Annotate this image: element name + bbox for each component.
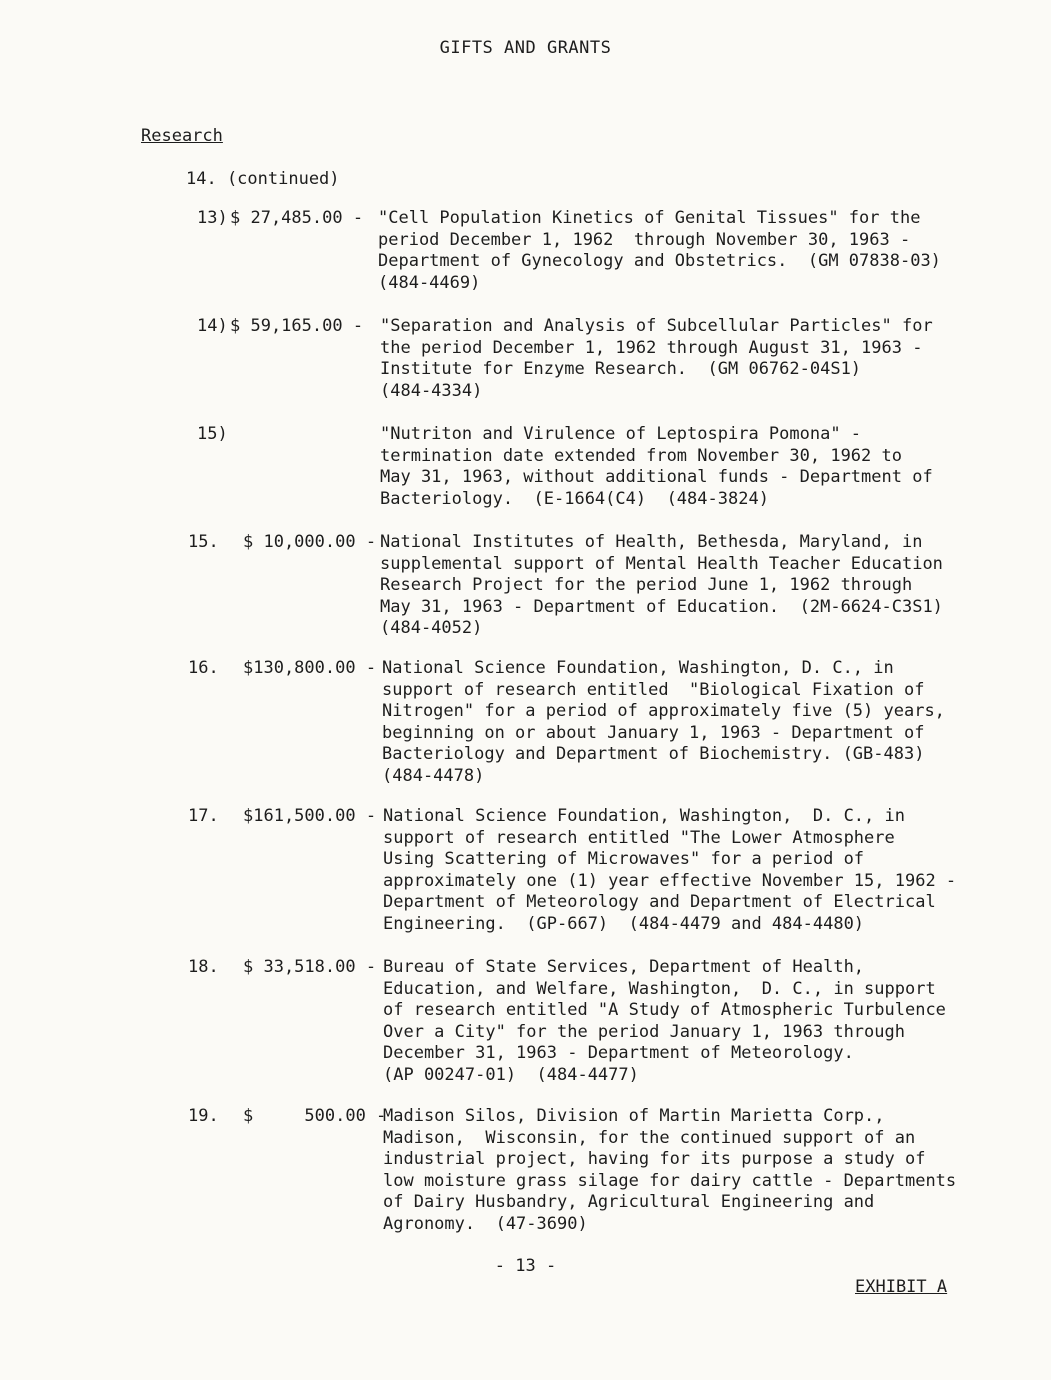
entry-description xyxy=(382,658,945,787)
entry-line: May 31, 1963, without additional funds - Department of xyxy=(380,467,933,487)
entry-line: the period December 1, 1962 through August 31, 1963 - xyxy=(380,337,923,358)
entry-line: Department of Meteorology and Department of Electrical xyxy=(383,892,936,912)
entry-line: Bacteriology and Department of Biochemistry. (GB-483) xyxy=(382,744,925,764)
entry-line: support of research entitled "The Lower Atmosphere xyxy=(383,827,895,848)
entry-description xyxy=(380,424,933,510)
exhibit-label: EXHIBIT A xyxy=(855,1277,948,1297)
entry-line: "Separation and Analysis of Subcellular Particles" for xyxy=(380,316,933,336)
entry-line: National Science Foundation, Washington, D. C., in xyxy=(382,658,894,678)
entry-description xyxy=(383,957,946,1086)
entry-description xyxy=(378,208,941,294)
page-number: - 13 - xyxy=(494,1256,557,1276)
entry-line: Over a City" for the period January 1, 1963 through xyxy=(383,1021,905,1042)
entry-line: Institute for Enzyme Research. (GM 06762-04S1) xyxy=(380,359,862,379)
entry-number: 17. xyxy=(188,806,219,826)
entry-line: "Nutriton and Virulence of Leptospira Pomona" - xyxy=(380,424,862,444)
entry-line: period December 1, 1962 through November 30, 1963 - xyxy=(378,229,911,250)
entry-description xyxy=(380,316,933,402)
entry-description xyxy=(380,532,943,640)
entry-line: December 31, 1963 - Department of Meteorology. xyxy=(383,1043,854,1063)
entry-amount: $ 33,518.00 - xyxy=(243,957,377,977)
entry-line: Engineering. (GP-667) (484-4479 and 484-4480) xyxy=(383,913,865,934)
entry-number: 19. xyxy=(188,1106,219,1126)
entry-line: supplemental support of Mental Health Teacher Education xyxy=(380,553,943,574)
entry-amount: $ 59,165.00 - xyxy=(230,316,364,336)
entry-line: beginning on or about January 1, 1963 - Department of xyxy=(382,722,925,743)
entry-amount: $161,500.00 - xyxy=(243,806,377,826)
entry-description xyxy=(383,806,956,935)
entry-amount: $ 500.00 - xyxy=(243,1106,387,1126)
entry-number: 13) xyxy=(197,208,228,228)
entry-line: Nitrogen" for a period of approximately five (5) years, xyxy=(382,701,945,721)
entry-number: 14) xyxy=(197,316,228,336)
entry-line: Madison, Wisconsin, for the continued support of an xyxy=(383,1127,916,1148)
entry-line: of research entitled "A Study of Atmospheric Turbulence xyxy=(383,1000,946,1020)
entry-line: Bacteriology. (E-1664(C4) (484-3824) xyxy=(380,488,769,509)
entry-line: May 31, 1963 - Department of Education. (2M-6624-C3S1) xyxy=(380,596,943,617)
entry-line: (484-4334) xyxy=(380,380,483,401)
entry-line: (484-4478) xyxy=(382,765,485,786)
entry-line: industrial project, having for its purpose a study of xyxy=(383,1149,926,1169)
entry-line: National Science Foundation, Washington, D. C., in xyxy=(383,806,905,826)
entry-line: Department of Gynecology and Obstetrics. (GM 07838-03) xyxy=(378,251,941,271)
entry-line: (AP 00247-01) (484-4477) xyxy=(383,1064,639,1085)
entry-description xyxy=(383,1106,956,1235)
entry-line: (484-4469) xyxy=(378,272,481,293)
entry-line: of Dairy Husbandry, Agricultural Engineering and xyxy=(383,1192,875,1212)
entry-amount: $ 27,485.00 - xyxy=(230,208,364,228)
entry-line: National Institutes of Health, Bethesda, Maryland, in xyxy=(380,532,923,552)
continued-label: 14. (continued) xyxy=(186,169,340,189)
entry-number: 15) xyxy=(197,424,228,444)
entry-line: low moisture grass silage for dairy cattle - Departments xyxy=(383,1170,957,1191)
entry-line: Madison Silos, Division of Martin Marietta Corp., xyxy=(383,1106,885,1126)
entry-line: Using Scattering of Microwaves" for a period of xyxy=(383,849,865,869)
entry-line: Education, and Welfare, Washington, D. C., in support xyxy=(383,978,936,999)
entry-line: Research Project for the period June 1, 1962 through xyxy=(380,575,913,595)
entry-amount: $130,800.00 - xyxy=(243,658,377,678)
entry-amount: $ 10,000.00 - xyxy=(243,532,377,552)
entry-line: Bureau of State Services, Department of Health, xyxy=(383,957,865,977)
entry-number: 16. xyxy=(188,658,219,678)
entry-line: Agronomy. (47-3690) xyxy=(383,1213,588,1234)
entry-line: "Cell Population Kinetics of Genital Tissues" for the xyxy=(378,208,921,228)
section-heading: Research xyxy=(141,126,223,146)
entry-number: 18. xyxy=(188,957,219,977)
page-title: GIFTS AND GRANTS xyxy=(439,38,612,58)
entry-number: 15. xyxy=(188,532,219,552)
entry-line: (484-4052) xyxy=(380,618,483,638)
entry-line: termination date extended from November 30, 1962 to xyxy=(380,445,902,466)
entry-line: approximately one (1) year effective November 15, 1962 - xyxy=(383,870,957,891)
entry-line: support of research entitled "Biological Fixation of xyxy=(382,679,925,700)
